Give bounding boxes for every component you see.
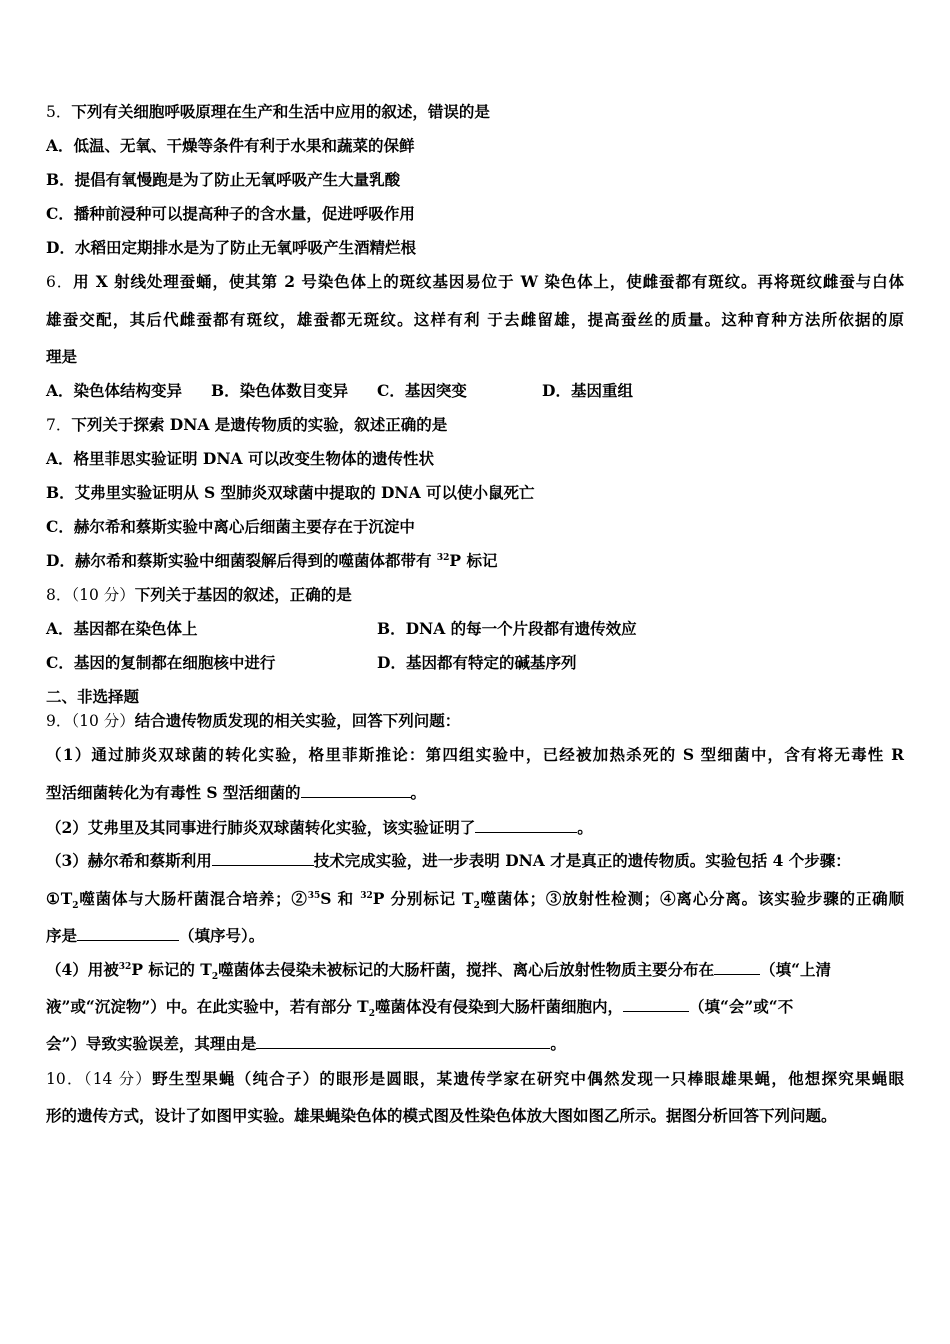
q8-option-a: A．基因都在染色体上 [46,619,198,638]
q9-part3-line3: 序是 （填序号）。 [46,926,265,945]
q9-part3-line1: （3）赫尔希和蔡斯利用 技术完成实验，进一步表明 DNA 才是真正的遗传物质。实验包括 4 个步骤： [46,851,851,870]
q6-option-d: D．基因重组 [542,381,633,400]
answer-blank[interactable] [77,926,179,941]
q6-line1: 6．用 X 射线处理蚕蛹，使其第 2 号染色体上的斑纹基因易位于 W 染色体上，使雌蚕都有斑纹。再将斑纹雌蚕与白体 [46,272,904,291]
q5-text: 下列有关细胞呼吸原理在生产和生活中应用的叙述，错误的是 [71,102,490,121]
answer-blank[interactable] [475,818,577,833]
q8-option-b: B．DNA 的每一个片段都有遗传效应 [377,619,637,638]
q5-option-a: A．低温、无氧、干燥等条件有利于水果和蔬菜的保鲜 [46,136,415,155]
q9-part4-line2: 液”或“沉淀物”）中。在此实验中，若有部分 $T_2$噬菌体没有侵染到大肠杆菌细胞内， （填“会”或“不 [46,997,794,1020]
q7-stem: 7．下列关于探索 DNA 是遗传物质的实验，叙述正确的是 [46,415,448,434]
q5-stem [46,102,490,122]
q7-option-d: D．赫尔希和蔡斯实验中细菌裂解后得到的噬菌体都带有 $^{32}$P 标记 [46,551,498,570]
q6-option-a: A．染色体结构变异 [46,381,183,400]
q9-part1-line2: 型活细菌转化为有毒性 S 型活细菌的 。 [46,783,427,802]
q5-option-d: D．水稻田定期排水是为了防止无氧呼吸产生酒精烂根 [46,238,416,257]
q6-line3: 理是 [46,347,78,366]
q7-option-c: C．赫尔希和蔡斯实验中离心后细菌主要存在于沉淀中 [46,517,415,536]
q8-stem: 8．（10 分）下列关于基因的叙述，正确的是 [46,585,352,604]
q9-part4-line3: 会”）导致实验误差，其理由是 。 [46,1034,566,1053]
q6-option-c: C．基因突变 [377,381,467,400]
answer-blank[interactable] [301,783,411,798]
q10-line1: 10．（14 分）野生型果蝇（纯合子）的眼形是圆眼，某遗传学家在研究中偶然发现一只棒眼雄果蝇，他想探究果蝇眼 [46,1069,904,1088]
q9-part4-line1: （4）用被$^{32}$P 标记的 $T_2$噬菌体去侵染未被标记的大肠杆菌，搅拌、离心后放射性物质主要分布在 （填“上清 [46,960,832,983]
q6-line2: 雄蚕交配，其后代雌蚕都有斑纹，雄蚕都无斑纹。这样有利 于去雌留雄，提高蚕丝的质量。这种育种方法所依据的原 [46,310,904,329]
q9-part2: （2）艾弗里及其同事进行肺炎双球菌转化实验，该实验证明了 。 [46,818,593,837]
q8-option-d: D．基因都有特定的碱基序列 [377,653,577,672]
q5-number: 5． [46,103,72,121]
q7-option-b: B．艾弗里实验证明从 S 型肺炎双球菌中提取的 DNA 可以使小鼠死亡 [46,483,535,502]
q5-option-c: C．播种前浸种可以提高种子的含水量，促进呼吸作用 [46,204,415,223]
q8-option-c: C．基因的复制都在细胞核中进行 [46,653,276,672]
q9-stem: 9．（10 分）结合遗传物质发现的相关实验，回答下列问题： [46,711,461,730]
answer-blank[interactable] [623,997,689,1012]
q6-option-b: B．染色体数目变异 [211,381,349,400]
answer-blank[interactable] [256,1034,550,1049]
answer-blank[interactable] [714,960,760,975]
q10-line2: 形的遗传方式，设计了如图甲实验。雄果蝇染色体的模式图及性染色体放大图如图乙所示。据图分析回答下列问题。 [46,1106,837,1125]
q9-part1-line1: （1）通过肺炎双球菌的转化实验，格里菲斯推论：第四组实验中，已经被加热杀死的 S 型细菌中，含有将无毒性 R [46,745,904,764]
q5-option-b: B．提倡有氧慢跑是为了防止无氧呼吸产生大量乳酸 [46,170,401,189]
section-heading: 二、非选择题 [46,687,140,706]
q9-part3-line2: $①T_2$噬菌体与大肠杆菌混合培养；②$^{35}$S 和 $^{32}$P 分别标记 $T_2$噬菌体；③放射性检测；④离心分离。该实验步骤的正确顺 [46,889,904,912]
answer-blank[interactable] [212,851,314,866]
q7-option-a: A．格里菲思实验证明 DNA 可以改变生物体的遗传性状 [46,449,434,468]
